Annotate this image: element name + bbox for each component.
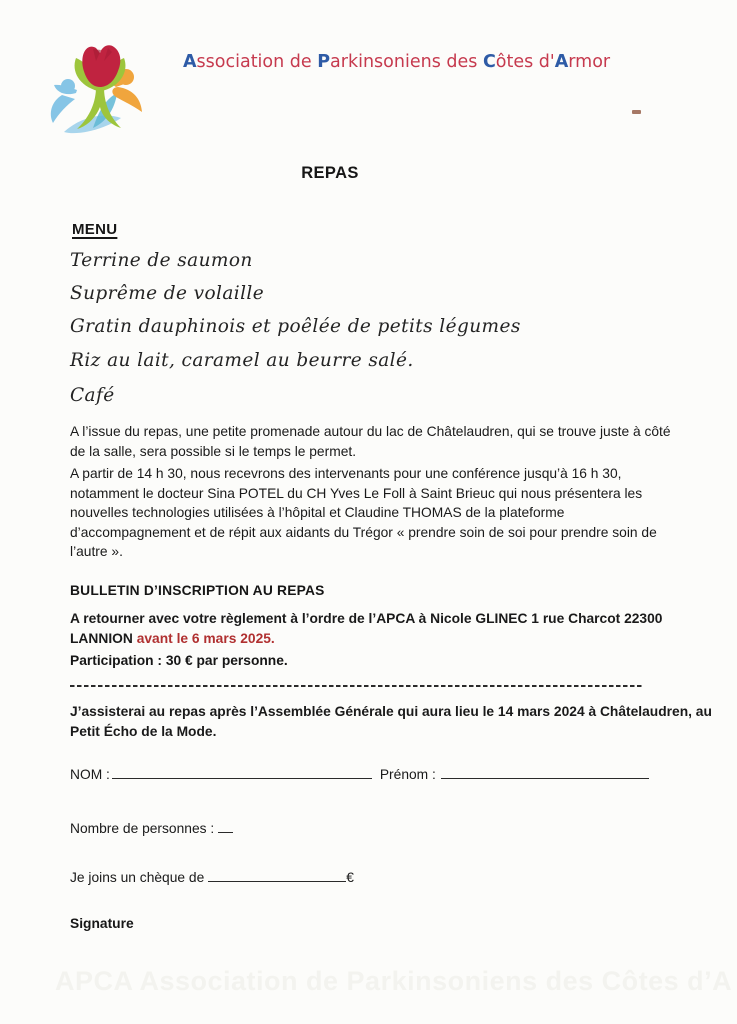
return-city: LANNION: [70, 630, 133, 646]
association-name: [183, 50, 653, 74]
association-tulip-logo: [46, 34, 156, 146]
name-row: [70, 766, 649, 782]
attendance-statement-line: J’assisterai au repas après l’Assemblée Générale qui aura lieu le 14 mars 2024 à Châtelaudren, au: [70, 704, 712, 719]
people-count-label: Nombre de personnes :: [70, 821, 215, 836]
paragraph-conference-line: l’autre ».: [70, 544, 123, 559]
name-label: NOM :: [70, 767, 110, 782]
paragraph-conference-line: d’accompagnement et de répit aux aidants du Trégor « prendre soin de soi pour prendre soin de: [70, 524, 657, 540]
org-name-part: A: [183, 52, 197, 72]
return-instructions-line: [70, 629, 660, 649]
deadline-text: avant le 6 mars 2025.: [132, 630, 275, 646]
menu-heading: MENU: [72, 221, 118, 238]
paragraph-conference-line: notamment le docteur Sina POTEL du CH Yves Le Foll à Saint Brieuc qui nous présentera les: [70, 485, 643, 501]
footer-watermark: APCA Association de Parkinsoniens des Côtes d’A: [55, 966, 733, 996]
euro-symbol: €: [346, 870, 354, 885]
name-blank-field: [112, 766, 372, 779]
cheque-row: [70, 869, 354, 885]
firstname-blank-field: [441, 766, 649, 779]
paragraph-conference-line: A partir de 14 h 30, nous recevrons des intervenants pour une conférence jusqu’à 16 h 30,: [70, 466, 622, 481]
people-count-blank-field: [218, 820, 233, 833]
paragraph-walk-line: de la salle, sera possible si le temps le permet.: [70, 443, 357, 459]
org-name-part: rmor: [568, 52, 611, 72]
org-name-part: ssociation de: [196, 52, 318, 72]
cheque-amount-blank-field: [208, 869, 346, 882]
org-name-part: P: [317, 52, 331, 72]
participation-fee: Participation : 30 € par personne.: [70, 653, 288, 668]
signature-label: Signature: [70, 916, 134, 931]
menu-item-coffee: Café: [70, 385, 115, 406]
cut-here-dashed-line: [70, 685, 642, 687]
paragraph-conference-line: nouvelles technologies utilisées à l’hôpital et Claudine THOMAS de la plateforme: [70, 505, 565, 520]
org-name-part: arkinsoniens des: [330, 52, 483, 72]
paragraph-walk-line: A l’issue du repas, une petite promenade autour du lac de Châtelaudren, qui se trouve juste à côté: [70, 424, 671, 439]
document-title: REPAS: [301, 164, 359, 182]
menu-item-dessert: Riz au lait, caramel au beurre salé.: [70, 350, 414, 371]
scan-artifact-mark: [632, 110, 641, 114]
org-name-part: A: [554, 52, 569, 72]
tulip-people-logo-art: [46, 34, 156, 146]
people-count-row: [70, 820, 233, 836]
menu-item-starter: Terrine de saumon: [70, 250, 253, 271]
paragraph-conference: [70, 464, 660, 562]
menu-item-side: Gratin dauphinois et poêlée de petits légumes: [70, 316, 521, 337]
cheque-label: Je joins un chèque de: [70, 870, 205, 885]
paragraph-walk: [70, 422, 671, 461]
registration-heading: BULLETIN D’INSCRIPTION AU REPAS: [70, 583, 325, 598]
firstname-label: Prénom :: [379, 767, 436, 782]
menu-item-main: Suprême de volaille: [70, 283, 265, 304]
org-name-part: C: [482, 52, 496, 72]
attendance-statement-line: Petit Écho de la Mode.: [70, 723, 217, 739]
attendance-statement: [70, 702, 712, 741]
return-instructions-line: A retourner avec votre règlement à l’ordre de l’APCA à Nicole GLINEC 1 rue Charcot 22300: [70, 611, 663, 626]
org-name-part: ôtes d': [495, 52, 555, 72]
return-instructions: [70, 609, 663, 648]
